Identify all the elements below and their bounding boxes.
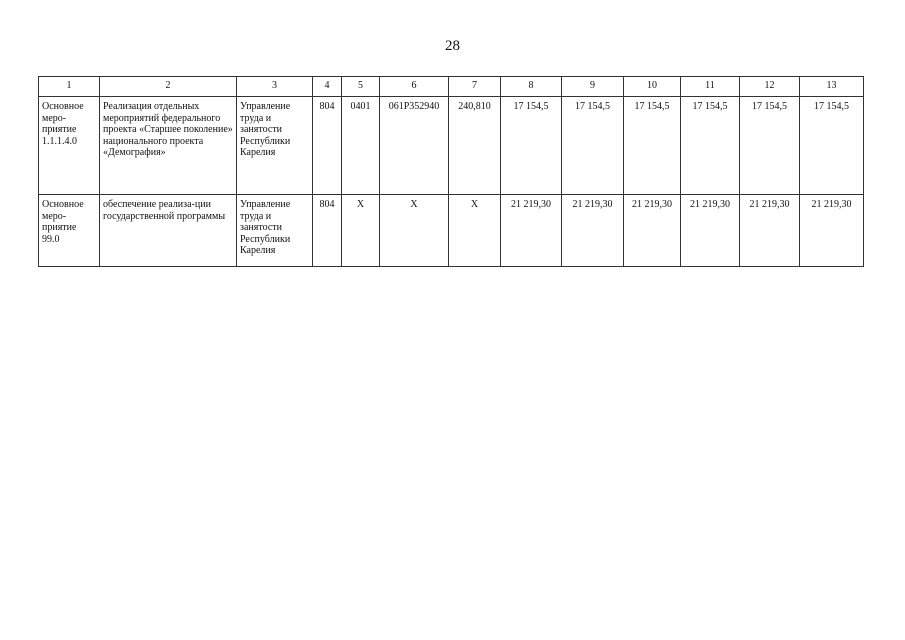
code-cell: 0401 xyxy=(342,97,380,195)
column-header: 6 xyxy=(380,77,449,97)
table-row xyxy=(39,195,864,267)
column-header: 8 xyxy=(501,77,562,97)
column-header: 11 xyxy=(681,77,740,97)
table-header-row xyxy=(39,77,864,97)
amount-cell: 17 154,5 xyxy=(800,97,864,195)
amount-cell: 17 154,5 xyxy=(562,97,624,195)
page-number: 28 xyxy=(445,38,460,54)
column-header: 2 xyxy=(100,77,237,97)
description-cell: Реализация отдельных мероприятий федерального проекта «Старшее поколение» национального проекта «Демография» xyxy=(100,97,237,195)
code-cell: Х xyxy=(449,195,501,267)
amount-cell: 17 154,5 xyxy=(501,97,562,195)
column-header: 12 xyxy=(740,77,800,97)
column-header: 1 xyxy=(39,77,100,97)
amount-cell: 21 219,30 xyxy=(562,195,624,267)
amount-cell: 21 219,30 xyxy=(800,195,864,267)
column-header: 5 xyxy=(342,77,380,97)
executor-cell: Управление труда и занятости Республики Карелия xyxy=(237,195,313,267)
activity-cell: Основное меро-приятие 99.0 xyxy=(39,195,100,267)
code-cell: 804 xyxy=(313,195,342,267)
amount-cell: 17 154,5 xyxy=(624,97,681,195)
amount-cell: 21 219,30 xyxy=(681,195,740,267)
budget-table xyxy=(38,76,864,267)
amount-cell: 21 219,30 xyxy=(740,195,800,267)
amount-cell: 17 154,5 xyxy=(740,97,800,195)
code-cell: Х xyxy=(380,195,449,267)
column-header: 4 xyxy=(313,77,342,97)
column-header: 3 xyxy=(237,77,313,97)
description-cell: обеспечение реализа-ции государственной программы xyxy=(100,195,237,267)
amount-cell: 21 219,30 xyxy=(624,195,681,267)
column-header: 13 xyxy=(800,77,864,97)
activity-cell: Основное меро-приятие 1.1.1.4.0 xyxy=(39,97,100,195)
amount-cell: 17 154,5 xyxy=(681,97,740,195)
table-row xyxy=(39,97,864,195)
code-cell: 804 xyxy=(313,97,342,195)
code-cell: 061P352940 xyxy=(380,97,449,195)
executor-cell: Управление труда и занятости Республики Карелия xyxy=(237,97,313,195)
code-cell: 240,810 xyxy=(449,97,501,195)
column-header: 10 xyxy=(624,77,681,97)
amount-cell: 21 219,30 xyxy=(501,195,562,267)
column-header: 9 xyxy=(562,77,624,97)
code-cell: Х xyxy=(342,195,380,267)
column-header: 7 xyxy=(449,77,501,97)
